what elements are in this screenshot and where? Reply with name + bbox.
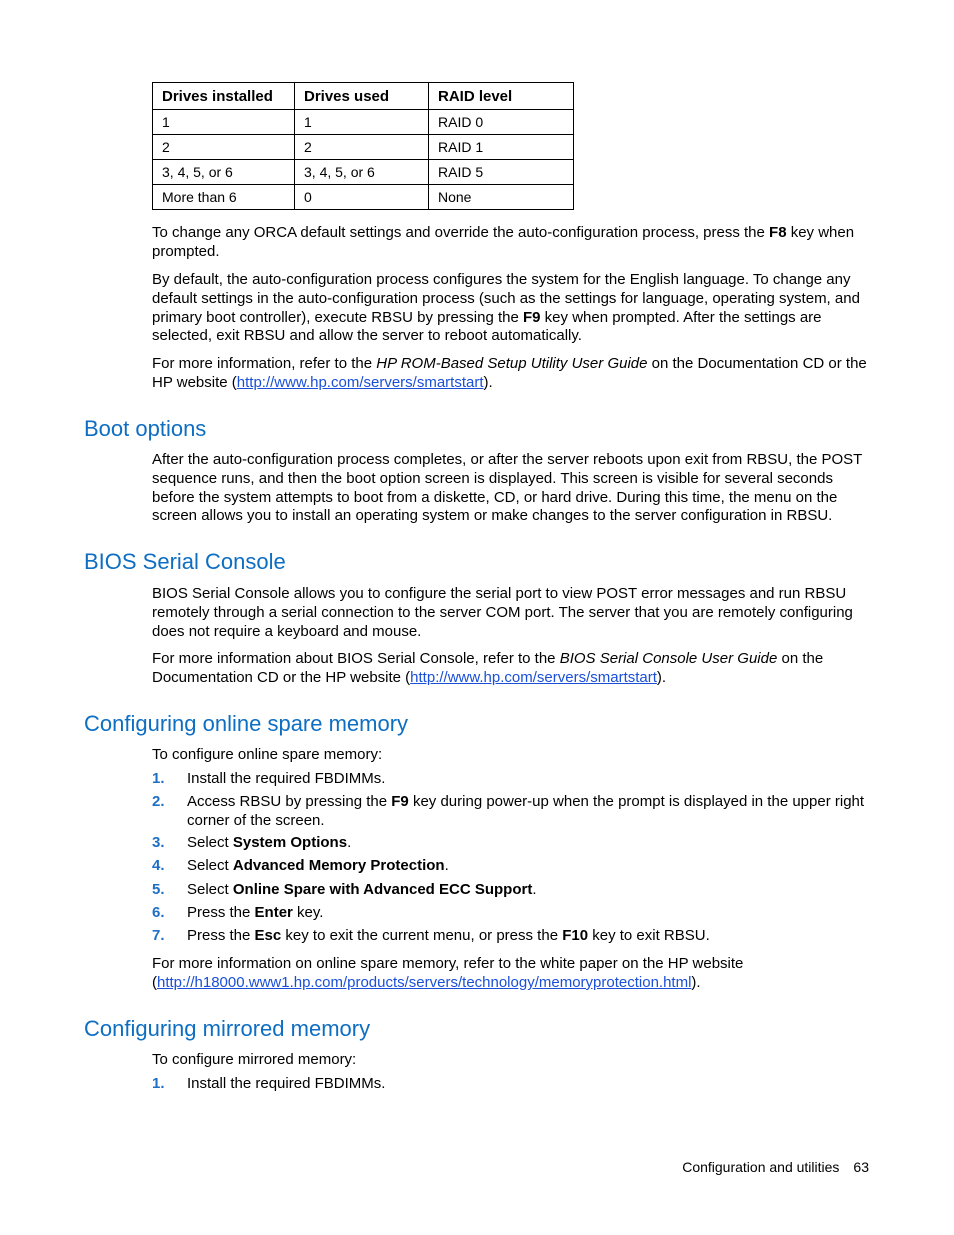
table-cell: 2	[153, 135, 295, 160]
smartstart-link[interactable]: http://www.hp.com/servers/smartstart	[410, 668, 657, 686]
text-run: By default, the auto-configuration process configures the system for the English language. To change any default settings in the auto-configuration process (such as the settings for language, operating system, and primary boot controller), execute RBSU by pressing the	[152, 271, 860, 326]
text-run: key.	[292, 904, 324, 921]
table-cell: RAID 5	[429, 160, 574, 185]
step-number: 2.	[152, 793, 165, 810]
text-run: Select	[187, 834, 233, 851]
text-run: key during power-up when the prompt is displayed in the upper right corner of the screen.	[187, 793, 865, 829]
menu-option: Advanced Memory Protection	[232, 857, 445, 874]
list-item	[152, 904, 868, 923]
table-row	[153, 135, 574, 160]
mirrored-memory-heading: Configuring mirrored memory	[84, 1016, 371, 1041]
page-footer	[682, 1159, 869, 1175]
table-cell: RAID 0	[429, 110, 574, 135]
text-run: Select	[187, 881, 233, 898]
text-run: Press the	[187, 927, 255, 944]
list-item	[152, 881, 868, 900]
table-cell: More than 6	[153, 185, 295, 210]
footer-label: Configuration and utilities	[682, 1159, 840, 1175]
orca-override-paragraph	[152, 224, 868, 262]
table-row	[153, 110, 574, 135]
boot-options-heading: Boot options	[84, 416, 207, 441]
key-enter: Enter	[254, 904, 293, 921]
step-number: 3.	[152, 834, 165, 851]
bios-guide-title: BIOS Serial Console User Guide	[559, 650, 778, 667]
table-cell: 3, 4, 5, or 6	[295, 160, 429, 185]
step-text	[187, 881, 868, 900]
step-number: 5.	[152, 881, 165, 898]
step-number: 6.	[152, 904, 165, 921]
table-cell: 3, 4, 5, or 6	[153, 160, 295, 185]
step-number: 1.	[152, 1075, 165, 1092]
table-cell: 0	[295, 185, 429, 210]
key-f9: F9	[523, 308, 541, 326]
list-item	[152, 857, 868, 876]
list-item	[152, 770, 868, 789]
table-cell: 1	[295, 110, 429, 135]
table-header: RAID level	[429, 83, 574, 110]
menu-option: System Options	[232, 834, 348, 851]
text-run: For more information, refer to the	[152, 355, 377, 372]
step-number: 1.	[152, 770, 165, 787]
list-item	[152, 793, 868, 831]
text-run: ).	[483, 373, 493, 391]
online-spare-more-info-paragraph	[152, 955, 868, 993]
online-spare-memory-heading: Configuring online spare memory	[84, 711, 409, 736]
text-run: ).	[691, 973, 701, 991]
step-text	[187, 834, 868, 853]
step-text	[187, 793, 868, 831]
step-text: Install the required FBDIMMs.	[187, 1075, 386, 1092]
list-item	[152, 1075, 868, 1094]
key-f9: F9	[391, 793, 409, 810]
step-text: Install the required FBDIMMs.	[187, 770, 386, 787]
default-settings-paragraph	[152, 271, 868, 346]
boot-options-paragraph: After the auto-configuration process completes, or after the server reboots upon exit from RBSU, the POST sequence runs, and then the boot option screen is displayed. This screen is visible for several seconds before the system attempts to boot from a diskette, CD, or hard drive. During this time, the menu on the screen allows you to install an operating system or make changes to the server configuration in RBSU.	[152, 451, 863, 525]
mirrored-memory-intro: To configure mirrored memory:	[152, 1051, 357, 1068]
text-run: Select	[187, 857, 233, 874]
text-run: ).	[656, 668, 667, 686]
table-header: Drives used	[295, 83, 429, 110]
text-run: To change any ORCA default settings and override the auto-configuration process, press the	[152, 224, 770, 241]
step-number: 4.	[152, 857, 165, 874]
text-run: key when prompted.	[152, 224, 855, 260]
table-cell: RAID 1	[429, 135, 574, 160]
text-run: .	[347, 834, 352, 851]
key-f8: F8	[769, 224, 787, 241]
table-cell: None	[429, 185, 574, 210]
text-run: .	[444, 857, 449, 874]
online-spare-intro: To configure online spare memory:	[152, 746, 383, 763]
list-item	[152, 927, 868, 946]
text-run: key to exit RBSU.	[588, 927, 710, 944]
text-run: key when prompted. After the settings are selected, exit RBSU and allow the server to reboot automatically.	[152, 308, 822, 345]
key-f10: F10	[562, 927, 589, 944]
table-header-row	[153, 83, 574, 110]
bios-more-info-paragraph	[152, 650, 868, 688]
text-run: .	[532, 881, 537, 898]
list-item	[152, 834, 868, 853]
raid-table	[152, 82, 574, 210]
smartstart-link[interactable]: http://www.hp.com/servers/smartstart	[236, 373, 484, 391]
step-text	[187, 904, 868, 923]
table-cell: 2	[295, 135, 429, 160]
text-run: key to exit the current menu, or press the	[281, 927, 563, 944]
text-run: Press the	[187, 904, 255, 921]
table-row	[153, 160, 574, 185]
text-run: Access RBSU by pressing the	[187, 793, 392, 810]
text-run: For more information about BIOS Serial Console, refer to the	[152, 650, 560, 667]
text-run: on the Documentation CD or the HP website (	[152, 650, 824, 686]
rbsu-guide-title: HP ROM-Based Setup Utility User Guide	[376, 355, 648, 372]
text-run: on the Documentation CD or the HP website (	[152, 355, 867, 391]
key-esc: Esc	[254, 927, 282, 944]
table-row	[153, 185, 574, 210]
menu-option: Online Spare with Advanced ECC Support	[232, 881, 533, 898]
rbsu-more-info-paragraph	[152, 355, 868, 393]
step-text	[187, 857, 868, 876]
page-number: 63	[853, 1159, 869, 1175]
memoryprotection-link[interactable]: http://h18000.www1.hp.com/products/servers/technology/memoryprotection.html	[157, 973, 692, 991]
step-number: 7.	[152, 927, 165, 944]
bios-serial-console-heading: BIOS Serial Console	[84, 549, 286, 574]
bios-serial-console-paragraph: BIOS Serial Console allows you to configure the serial port to view POST error messages and run RBSU remotely through a serial connection to the server COM port. The server that you are remotely configuring does not require a keyboard and mouse.	[152, 585, 853, 640]
step-text	[187, 927, 868, 946]
table-cell: 1	[153, 110, 295, 135]
table-header: Drives installed	[153, 83, 295, 110]
text-run: For more information on online spare memory, refer to the white paper on the HP website (	[152, 955, 744, 991]
